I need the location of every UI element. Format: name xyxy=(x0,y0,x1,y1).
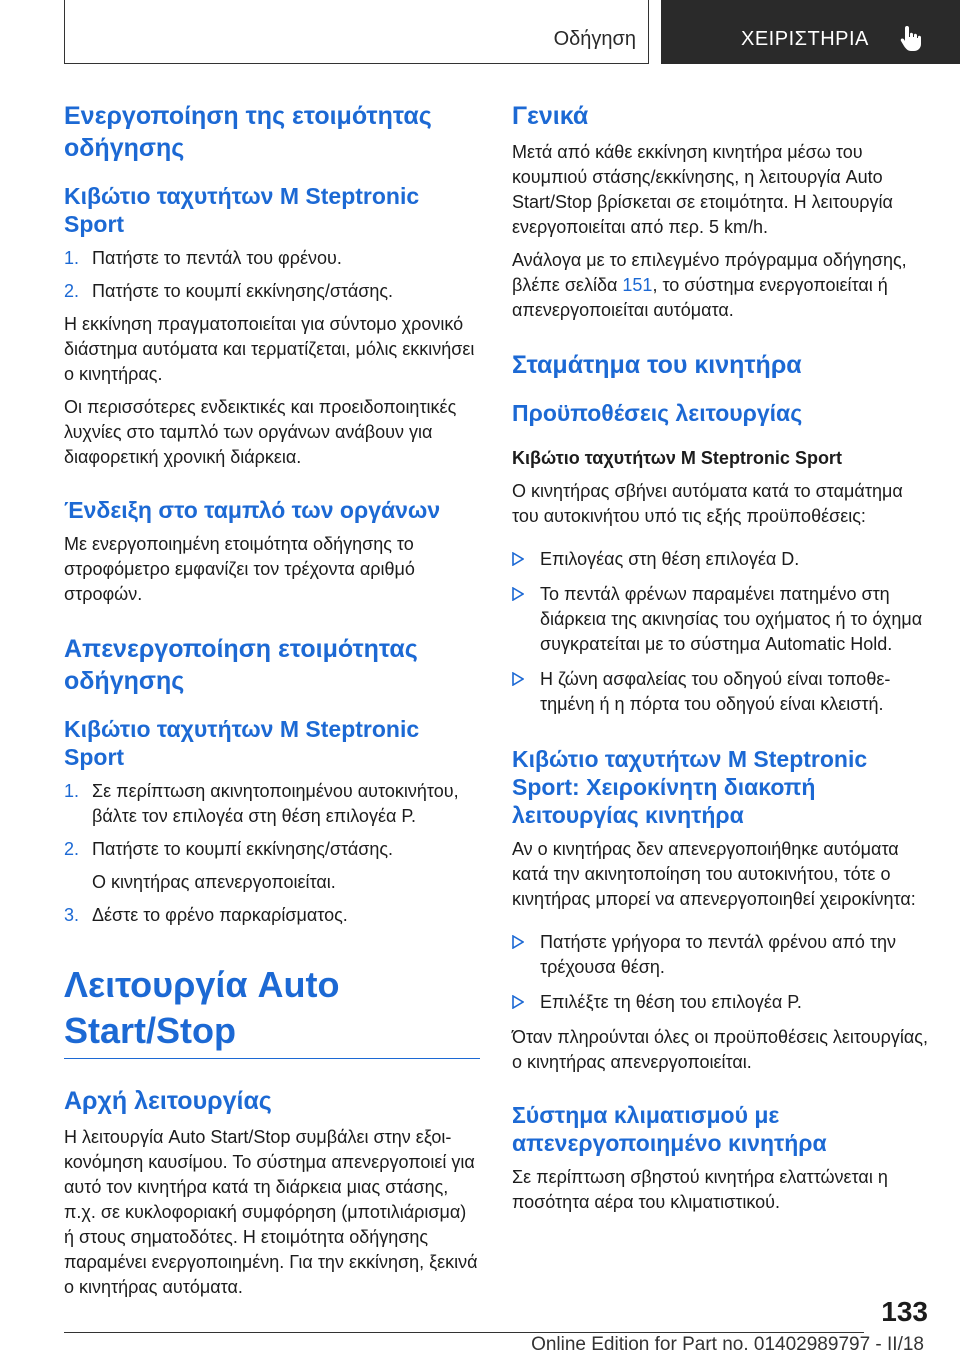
paragraph-climate: Σε περίπτωση σβηστού κινητήρα ελαττώνεται η ποσότητα αέρα του κλιματιστικού. xyxy=(512,1167,888,1212)
triangle-bullet-icon xyxy=(512,587,524,601)
hand-pointer-icon xyxy=(898,24,924,52)
left-column xyxy=(64,100,480,1300)
triangle-bullet-icon xyxy=(512,995,524,1009)
paragraph-prerequisites: Ο κινητήρας σβήνει αυτόματα κατά το σταμάτημα του αυτοκινήτου υπό τις εξής προϋποθέσεις: xyxy=(512,481,903,526)
list-item: 3. Δέστε το φρένο παρκαρίσματος. xyxy=(64,905,348,925)
triangle-bullet-icon xyxy=(512,552,524,566)
heading-disable-readiness: Απενεργοποίηση ετοιμότητας οδήγησης xyxy=(64,635,418,695)
paragraph-manual: Αν ο κινητήρας δεν απενεργοποιήθηκε αυτόματα κατά την ακινητοποίηση του αυτοκινήτου, τότε ο κινητήρας μπορεί να απενεργοποιηθεί χειροκίνητα: xyxy=(512,839,916,909)
paragraph-display: Με ενεργοποιημένη ετοιμότητα οδήγησης το στροφόμετρο εμφανίζει τον τρέχοντα αριθμό στροφών. xyxy=(64,534,415,604)
heading-gearbox-1: Κιβώτιο ταχυτήτων M Steptronic Sport xyxy=(64,183,420,237)
list-item: 2. Πατήστε το κουμπί εκκίνησης/στάσης. Ο κινητήρας απενεργοποιείται. xyxy=(64,839,394,892)
list-item: 2. Πατήστε το κουμπί εκκίνησης/στάσης. xyxy=(64,281,394,301)
paragraph-lamps: Οι περισσότερες ενδεικτικές και προειδοποιητικές λυχνίες στο ταμπλό των οργάνων ανάβουν για διαφορετική χρονική διάρκεια. xyxy=(64,397,457,467)
header-section-box xyxy=(661,0,960,64)
paragraph-general-2: Ανάλογα με το επιλεγμένο πρόγραμμα οδήγησης, βλέπε σελίδα 151, το σύστημα ενεργοποιείται ή απενεργοποιείται αυτόματα. xyxy=(512,250,907,320)
list-item: 1. Σε περίπτωση ακινητοποιημένου αυτοκινήτου, βάλτε τον επιλογέα στη θέση επιλογέα P. xyxy=(64,781,459,826)
header-section: ΧΕΙΡΙΣΤΗΡΙΑ xyxy=(741,28,869,50)
steps-disable xyxy=(64,779,480,928)
page-number: 133 xyxy=(881,1296,928,1327)
list-item: Πατήστε γρήγορα το πεντάλ φρένου από την τρέχουσα θέση. xyxy=(512,930,932,980)
heading-principle: Αρχή λειτουργίας xyxy=(64,1087,272,1115)
heading-enable-readiness: Ενεργοποίηση της ετοιμότητας οδήγησης xyxy=(64,102,432,162)
paragraph-principle: Η λειτουργία Auto Start/Stop συμβάλει στην εξοικονόμηση καυσίμου. Το σύστημα απενεργοποιεί για αυτό τον κινητήρα κατά τη διάρκεια μιας στάσης, π.χ. σε κυκλοφοριακή συμφόρηση (μποτιλιάρισμα) ή στους σηματοδότες. Η ετοιμότητα οδήγησης παραμένει ενεργοποιημένη. Για την εκκίνηση, ξεκινά ο κινητήρας αυτόματα. xyxy=(64,1127,478,1297)
heading-manual-stop: Κιβώτιο ταχυτήτων M Steptronic Sport: Χειροκίνητη διακοπή λειτουργίας κινητήρα xyxy=(512,746,868,828)
heading-general: Γενικά xyxy=(512,102,589,130)
heading-gearbox-3: Κιβώτιο ταχυτήτων M Steptronic Sport xyxy=(512,448,842,468)
page-link[interactable]: 151 xyxy=(622,275,653,295)
steps-enable xyxy=(64,246,480,304)
header-chapter: Οδήγηση xyxy=(553,28,636,50)
heading-engine-stop: Σταμάτημα του κινητήρα xyxy=(512,351,802,379)
list-item: Επιλογέας στη θέση επιλογέα D. xyxy=(512,547,932,572)
heading-auto-start-stop: Λειτουργία Auto Start/Stop xyxy=(64,962,480,1059)
paragraph-when-met: Όταν πληρούνται όλες οι προϋποθέσεις λειτουργίας, ο κινητήρας απενεργοποιείται. xyxy=(512,1027,928,1072)
heading-gearbox-2: Κιβώτιο ταχυτήτων M Steptronic Sport xyxy=(64,716,420,770)
list-item: 1. Πατήστε το πεντάλ του φρένου. xyxy=(64,248,342,268)
list-item: Η ζώνη ασφαλείας του οδηγού είναι τοποθετημένη ή η πόρτα του οδηγού είναι κλειστή. xyxy=(512,667,932,717)
right-column xyxy=(512,100,932,1215)
bullets-manual xyxy=(512,930,932,1015)
heading-climate: Σύστημα κλιματισμού με απενεργοποιημένο κινητήρα xyxy=(512,1102,827,1156)
footer-divider xyxy=(64,1332,864,1333)
list-item: Το πεντάλ φρένων παραμένει πατημένο στη διάρκεια της ακινησίας του οχήματος ή το όχημα συγκρατείται με το σύστημα Automatic Hold. xyxy=(512,582,932,657)
footer-edition: Online Edition for Part no. 01402989797 - II/18 xyxy=(531,1334,924,1355)
heading-instrument-display: Ένδειξη στο ταμπλό των οργάνων xyxy=(64,497,441,523)
paragraph-start: Η εκκίνηση πραγματοποιείται για σύντομο χρονικό διάστημα αυτόματα και τερματίζεται, μόλις εκκινήσει ο κινητήρας. xyxy=(64,314,475,384)
heading-prerequisites: Προϋποθέσεις λειτουργίας xyxy=(512,400,803,426)
list-item: Επιλέξτε τη θέση του επιλογέα P. xyxy=(512,990,932,1015)
bullets-prerequisites xyxy=(512,547,932,717)
triangle-bullet-icon xyxy=(512,672,524,686)
paragraph-general-1: Μετά από κάθε εκκίνηση κινητήρα μέσω του κουμπιού στάσης/εκκίνησης, η λειτουργία Auto Start/Stop βρίσκεται σε ετοιμότητα. Η λειτουργία ενεργοποιείται από περ. 5 km/h. xyxy=(512,142,893,237)
triangle-bullet-icon xyxy=(512,935,524,949)
header-chapter-box xyxy=(64,0,649,64)
